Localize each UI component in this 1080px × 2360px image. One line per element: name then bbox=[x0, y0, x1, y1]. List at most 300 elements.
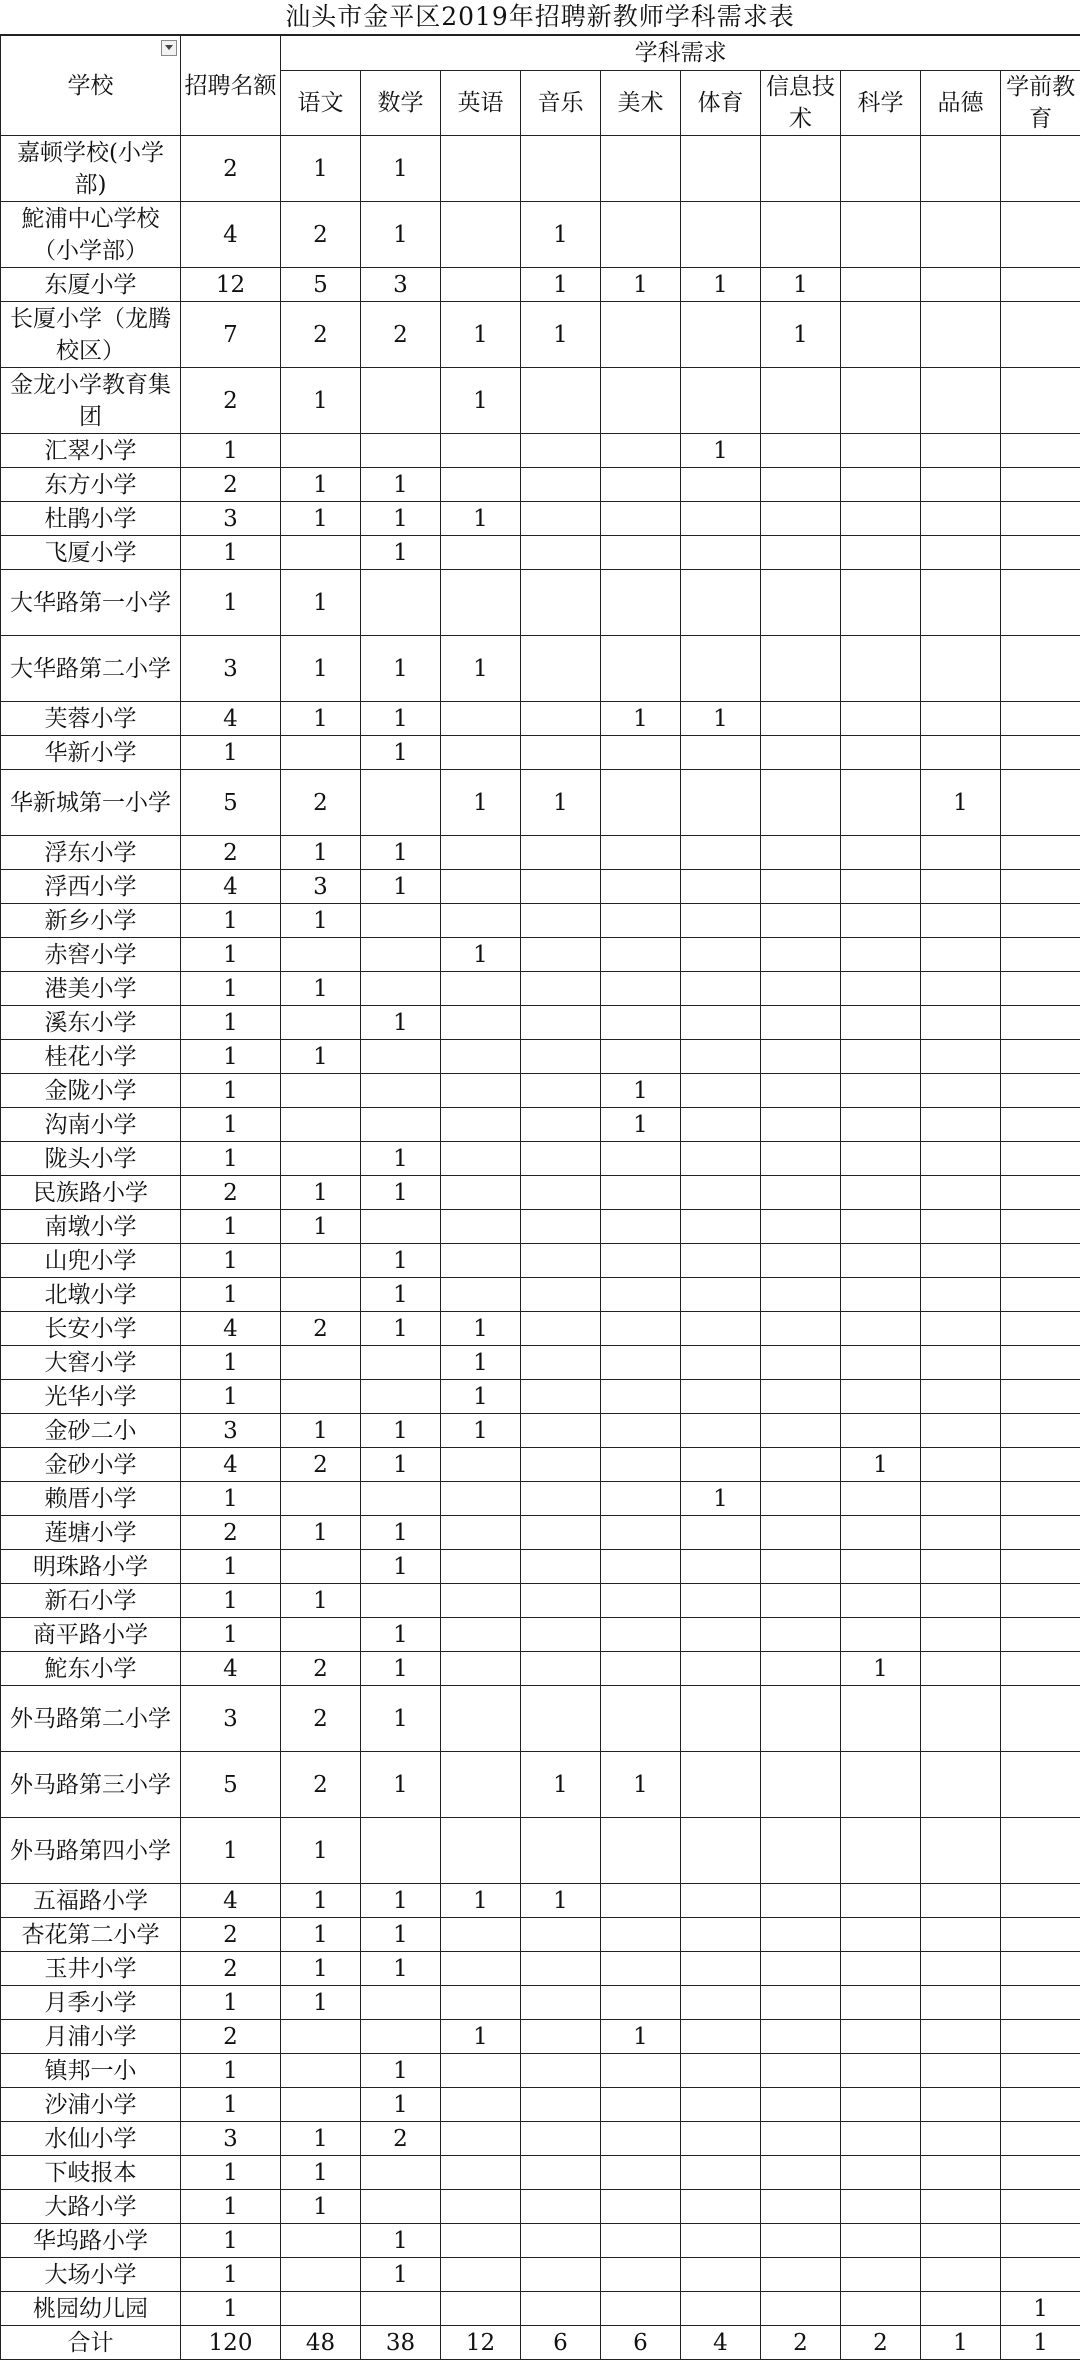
cell-subject-count[interactable] bbox=[521, 2190, 601, 2224]
cell-subject-count[interactable] bbox=[521, 2054, 601, 2088]
cell-subject-count[interactable] bbox=[441, 1918, 521, 1952]
cell-subject-count[interactable] bbox=[921, 1884, 1001, 1918]
cell-school[interactable]: 港美小学 bbox=[1, 972, 181, 1006]
cell-subject-count[interactable] bbox=[521, 2156, 601, 2190]
cell-subject-count[interactable] bbox=[601, 770, 681, 836]
cell-subject-count[interactable] bbox=[681, 1312, 761, 1346]
cell-subject-count[interactable] bbox=[681, 770, 761, 836]
cell-subject-count[interactable] bbox=[521, 1686, 601, 1752]
cell-subject-count[interactable]: 1 bbox=[361, 636, 441, 702]
cell-subject-count[interactable] bbox=[681, 2190, 761, 2224]
cell-subject-count[interactable] bbox=[281, 434, 361, 468]
cell-subject-count[interactable] bbox=[601, 1918, 681, 1952]
cell-subject-count[interactable] bbox=[441, 136, 521, 202]
cell-subject-count[interactable] bbox=[601, 1618, 681, 1652]
cell-quota[interactable]: 1 bbox=[181, 1550, 281, 1584]
cell-subject-count[interactable] bbox=[921, 2088, 1001, 2122]
cell-subject-count[interactable] bbox=[1001, 1346, 1080, 1380]
cell-quota[interactable]: 4 bbox=[181, 702, 281, 736]
cell-school[interactable]: 水仙小学 bbox=[1, 2122, 181, 2156]
cell-subject-count[interactable] bbox=[841, 2190, 921, 2224]
cell-subject-count[interactable] bbox=[601, 870, 681, 904]
cell-school[interactable]: 飞厦小学 bbox=[1, 536, 181, 570]
cell-subject-count[interactable] bbox=[921, 1448, 1001, 1482]
cell-subject-count[interactable] bbox=[761, 836, 841, 870]
cell-subject-count[interactable] bbox=[681, 1210, 761, 1244]
cell-subject-count[interactable] bbox=[761, 1550, 841, 1584]
cell-quota[interactable]: 1 bbox=[181, 1818, 281, 1884]
cell-subject-count[interactable] bbox=[681, 1244, 761, 1278]
cell-subject-count[interactable] bbox=[521, 1952, 601, 1986]
cell-subject-count[interactable] bbox=[361, 1818, 441, 1884]
cell-subject-count[interactable] bbox=[281, 1346, 361, 1380]
cell-subject-count[interactable]: 1 bbox=[441, 636, 521, 702]
total-subject-count[interactable]: 1 bbox=[921, 2326, 1001, 2360]
cell-quota[interactable]: 1 bbox=[181, 536, 281, 570]
cell-subject-count[interactable] bbox=[1001, 1986, 1080, 2020]
cell-quota[interactable]: 12 bbox=[181, 268, 281, 302]
cell-subject-count[interactable] bbox=[681, 972, 761, 1006]
cell-subject-count[interactable]: 1 bbox=[921, 770, 1001, 836]
cell-subject-count[interactable]: 1 bbox=[281, 1040, 361, 1074]
cell-subject-count[interactable] bbox=[361, 972, 441, 1006]
cell-subject-count[interactable] bbox=[761, 770, 841, 836]
cell-subject-count[interactable] bbox=[361, 904, 441, 938]
cell-subject-count[interactable] bbox=[521, 2020, 601, 2054]
cell-subject-count[interactable] bbox=[681, 202, 761, 268]
cell-school[interactable]: 商平路小学 bbox=[1, 1618, 181, 1652]
cell-school[interactable]: 五福路小学 bbox=[1, 1884, 181, 1918]
cell-subject-count[interactable] bbox=[361, 2020, 441, 2054]
cell-subject-count[interactable] bbox=[601, 1380, 681, 1414]
cell-subject-count[interactable]: 1 bbox=[281, 1918, 361, 1952]
cell-subject-count[interactable] bbox=[761, 1918, 841, 1952]
cell-subject-count[interactable] bbox=[441, 2224, 521, 2258]
cell-subject-count[interactable] bbox=[521, 1074, 601, 1108]
cell-subject-count[interactable] bbox=[441, 1516, 521, 1550]
cell-subject-count[interactable]: 1 bbox=[521, 1884, 601, 1918]
cell-subject-count[interactable]: 1 bbox=[441, 770, 521, 836]
cell-subject-count[interactable] bbox=[281, 1074, 361, 1108]
cell-subject-count[interactable] bbox=[921, 202, 1001, 268]
cell-quota[interactable]: 5 bbox=[181, 1752, 281, 1818]
cell-subject-count[interactable] bbox=[841, 2088, 921, 2122]
cell-subject-count[interactable] bbox=[761, 1818, 841, 1884]
cell-subject-count[interactable] bbox=[601, 570, 681, 636]
cell-subject-count[interactable] bbox=[841, 468, 921, 502]
cell-subject-count[interactable] bbox=[601, 636, 681, 702]
total-subject-count[interactable]: 12 bbox=[441, 2326, 521, 2360]
cell-subject-count[interactable] bbox=[521, 468, 601, 502]
cell-subject-count[interactable] bbox=[521, 702, 601, 736]
cell-quota[interactable]: 1 bbox=[181, 2292, 281, 2326]
cell-subject-count[interactable] bbox=[1001, 468, 1080, 502]
total-subject-count[interactable]: 6 bbox=[521, 2326, 601, 2360]
cell-subject-count[interactable] bbox=[681, 1986, 761, 2020]
cell-subject-count[interactable] bbox=[521, 1312, 601, 1346]
cell-subject-count[interactable]: 1 bbox=[521, 770, 601, 836]
cell-subject-count[interactable]: 1 bbox=[441, 302, 521, 368]
cell-school[interactable]: 月季小学 bbox=[1, 1986, 181, 2020]
cell-subject-count[interactable] bbox=[761, 736, 841, 770]
cell-subject-count[interactable] bbox=[601, 1142, 681, 1176]
cell-subject-count[interactable] bbox=[521, 2258, 601, 2292]
cell-subject-count[interactable] bbox=[281, 2224, 361, 2258]
cell-subject-count[interactable]: 1 bbox=[681, 268, 761, 302]
cell-subject-count[interactable]: 1 bbox=[521, 202, 601, 268]
cell-subject-count[interactable] bbox=[521, 2122, 601, 2156]
cell-school[interactable]: 华新小学 bbox=[1, 736, 181, 770]
cell-subject-count[interactable]: 1 bbox=[361, 1006, 441, 1040]
cell-subject-count[interactable] bbox=[841, 972, 921, 1006]
cell-subject-count[interactable] bbox=[921, 434, 1001, 468]
cell-subject-count[interactable] bbox=[761, 2224, 841, 2258]
cell-quota[interactable]: 2 bbox=[181, 136, 281, 202]
cell-subject-count[interactable] bbox=[601, 2292, 681, 2326]
cell-subject-count[interactable] bbox=[681, 1584, 761, 1618]
cell-subject-count[interactable] bbox=[921, 1108, 1001, 1142]
cell-subject-count[interactable]: 1 bbox=[361, 2054, 441, 2088]
cell-subject-count[interactable] bbox=[601, 2224, 681, 2258]
cell-subject-count[interactable] bbox=[921, 870, 1001, 904]
cell-quota[interactable]: 4 bbox=[181, 1448, 281, 1482]
cell-subject-count[interactable] bbox=[681, 736, 761, 770]
cell-subject-count[interactable]: 1 bbox=[441, 368, 521, 434]
cell-subject-count[interactable] bbox=[841, 1380, 921, 1414]
cell-subject-count[interactable] bbox=[681, 368, 761, 434]
cell-subject-count[interactable]: 1 bbox=[521, 268, 601, 302]
cell-school[interactable]: 鮀浦中心学校（小学部） bbox=[1, 202, 181, 268]
cell-subject-count[interactable]: 1 bbox=[441, 502, 521, 536]
cell-subject-count[interactable] bbox=[601, 1952, 681, 1986]
cell-quota[interactable]: 4 bbox=[181, 1652, 281, 1686]
cell-subject-count[interactable]: 1 bbox=[281, 502, 361, 536]
cell-subject-count[interactable] bbox=[1001, 1278, 1080, 1312]
total-subject-count[interactable]: 6 bbox=[601, 2326, 681, 2360]
cell-subject-count[interactable] bbox=[601, 2156, 681, 2190]
cell-subject-count[interactable]: 1 bbox=[841, 1448, 921, 1482]
cell-subject-count[interactable] bbox=[441, 870, 521, 904]
cell-subject-count[interactable] bbox=[841, 1818, 921, 1884]
cell-subject-count[interactable] bbox=[521, 1448, 601, 1482]
cell-school[interactable]: 大窖小学 bbox=[1, 1346, 181, 1380]
cell-subject-count[interactable] bbox=[1001, 1818, 1080, 1884]
cell-subject-count[interactable] bbox=[521, 972, 601, 1006]
cell-subject-count[interactable] bbox=[1001, 1006, 1080, 1040]
cell-subject-count[interactable] bbox=[921, 1952, 1001, 1986]
cell-subject-count[interactable] bbox=[921, 1414, 1001, 1448]
cell-subject-count[interactable] bbox=[1001, 836, 1080, 870]
cell-subject-count[interactable]: 3 bbox=[281, 870, 361, 904]
cell-school[interactable]: 桂花小学 bbox=[1, 1040, 181, 1074]
cell-school[interactable]: 华坞路小学 bbox=[1, 2224, 181, 2258]
cell-subject-count[interactable] bbox=[521, 1516, 601, 1550]
cell-subject-count[interactable] bbox=[681, 904, 761, 938]
cell-school[interactable]: 嘉顿学校(小学部) bbox=[1, 136, 181, 202]
cell-subject-count[interactable] bbox=[441, 1278, 521, 1312]
cell-subject-count[interactable] bbox=[1001, 1210, 1080, 1244]
cell-subject-count[interactable]: 2 bbox=[361, 2122, 441, 2156]
cell-school[interactable]: 山兜小学 bbox=[1, 1244, 181, 1278]
cell-subject-count[interactable]: 1 bbox=[361, 1884, 441, 1918]
cell-subject-count[interactable] bbox=[281, 1482, 361, 1516]
cell-subject-count[interactable] bbox=[921, 972, 1001, 1006]
cell-subject-count[interactable] bbox=[601, 1584, 681, 1618]
cell-subject-count[interactable] bbox=[841, 770, 921, 836]
cell-subject-count[interactable] bbox=[761, 1312, 841, 1346]
cell-subject-count[interactable] bbox=[761, 536, 841, 570]
cell-subject-count[interactable] bbox=[841, 1752, 921, 1818]
cell-quota[interactable]: 1 bbox=[181, 1278, 281, 1312]
cell-subject-count[interactable] bbox=[601, 1884, 681, 1918]
cell-subject-count[interactable]: 1 bbox=[361, 1686, 441, 1752]
cell-subject-count[interactable] bbox=[281, 2020, 361, 2054]
cell-subject-count[interactable] bbox=[601, 1550, 681, 1584]
cell-quota[interactable]: 2 bbox=[181, 1516, 281, 1550]
cell-subject-count[interactable]: 1 bbox=[601, 2020, 681, 2054]
cell-subject-count[interactable] bbox=[761, 1142, 841, 1176]
cell-subject-count[interactable] bbox=[1001, 1952, 1080, 1986]
cell-subject-count[interactable] bbox=[761, 1952, 841, 1986]
cell-quota[interactable]: 1 bbox=[181, 1006, 281, 1040]
cell-subject-count[interactable] bbox=[521, 1986, 601, 2020]
cell-subject-count[interactable] bbox=[841, 1686, 921, 1752]
cell-subject-count[interactable] bbox=[1001, 536, 1080, 570]
cell-subject-count[interactable] bbox=[361, 1986, 441, 2020]
cell-school[interactable]: 下岐报本 bbox=[1, 2156, 181, 2190]
cell-subject-count[interactable] bbox=[521, 536, 601, 570]
cell-subject-count[interactable]: 1 bbox=[361, 1448, 441, 1482]
cell-subject-count[interactable]: 1 bbox=[601, 268, 681, 302]
cell-quota[interactable]: 3 bbox=[181, 1414, 281, 1448]
cell-subject-count[interactable] bbox=[921, 536, 1001, 570]
cell-quota[interactable]: 1 bbox=[181, 1040, 281, 1074]
cell-subject-count[interactable] bbox=[681, 1918, 761, 1952]
cell-school[interactable]: 镇邦一小 bbox=[1, 2054, 181, 2088]
cell-subject-count[interactable] bbox=[521, 2292, 601, 2326]
cell-subject-count[interactable] bbox=[761, 2292, 841, 2326]
cell-subject-count[interactable] bbox=[841, 938, 921, 972]
cell-subject-count[interactable] bbox=[361, 434, 441, 468]
cell-subject-count[interactable] bbox=[1001, 938, 1080, 972]
cell-subject-count[interactable] bbox=[441, 536, 521, 570]
cell-subject-count[interactable] bbox=[601, 1210, 681, 1244]
cell-subject-count[interactable] bbox=[1001, 1918, 1080, 1952]
cell-subject-count[interactable] bbox=[521, 1380, 601, 1414]
cell-subject-count[interactable] bbox=[921, 1986, 1001, 2020]
cell-quota[interactable]: 1 bbox=[181, 1210, 281, 1244]
cell-subject-count[interactable] bbox=[681, 502, 761, 536]
cell-subject-count[interactable] bbox=[761, 1618, 841, 1652]
cell-subject-count[interactable] bbox=[601, 302, 681, 368]
cell-subject-count[interactable]: 1 bbox=[281, 702, 361, 736]
cell-subject-count[interactable] bbox=[441, 2088, 521, 2122]
total-subject-count[interactable]: 48 bbox=[281, 2326, 361, 2360]
cell-subject-count[interactable] bbox=[441, 2122, 521, 2156]
cell-subject-count[interactable] bbox=[1001, 2156, 1080, 2190]
cell-subject-count[interactable] bbox=[921, 702, 1001, 736]
cell-subject-count[interactable] bbox=[281, 2258, 361, 2292]
cell-subject-count[interactable]: 2 bbox=[281, 770, 361, 836]
cell-subject-count[interactable]: 1 bbox=[1001, 2292, 1080, 2326]
cell-subject-count[interactable]: 1 bbox=[841, 1652, 921, 1686]
cell-quota[interactable]: 1 bbox=[181, 1108, 281, 1142]
cell-subject-count[interactable] bbox=[841, 2122, 921, 2156]
cell-subject-count[interactable] bbox=[521, 1414, 601, 1448]
cell-subject-count[interactable] bbox=[441, 1176, 521, 1210]
cell-subject-count[interactable]: 2 bbox=[361, 302, 441, 368]
cell-subject-count[interactable] bbox=[681, 1686, 761, 1752]
cell-subject-count[interactable] bbox=[841, 736, 921, 770]
cell-subject-count[interactable] bbox=[441, 1244, 521, 1278]
cell-subject-count[interactable] bbox=[521, 1278, 601, 1312]
cell-subject-count[interactable] bbox=[841, 1884, 921, 1918]
cell-subject-count[interactable] bbox=[441, 1074, 521, 1108]
cell-school[interactable]: 浮东小学 bbox=[1, 836, 181, 870]
cell-subject-count[interactable] bbox=[441, 1986, 521, 2020]
cell-subject-count[interactable] bbox=[681, 836, 761, 870]
cell-subject-count[interactable]: 1 bbox=[361, 870, 441, 904]
cell-subject-count[interactable] bbox=[761, 1278, 841, 1312]
cell-school[interactable]: 芙蓉小学 bbox=[1, 702, 181, 736]
cell-subject-count[interactable] bbox=[601, 202, 681, 268]
cell-subject-count[interactable] bbox=[1001, 1448, 1080, 1482]
cell-subject-count[interactable]: 2 bbox=[281, 202, 361, 268]
cell-subject-count[interactable] bbox=[761, 1040, 841, 1074]
cell-subject-count[interactable] bbox=[441, 1142, 521, 1176]
cell-subject-count[interactable] bbox=[281, 1550, 361, 1584]
cell-subject-count[interactable] bbox=[681, 938, 761, 972]
cell-subject-count[interactable] bbox=[761, 1584, 841, 1618]
cell-subject-count[interactable]: 1 bbox=[441, 1884, 521, 1918]
cell-subject-count[interactable] bbox=[601, 368, 681, 434]
cell-subject-count[interactable] bbox=[921, 1618, 1001, 1652]
cell-subject-count[interactable]: 1 bbox=[361, 736, 441, 770]
cell-subject-count[interactable] bbox=[1001, 1414, 1080, 1448]
cell-subject-count[interactable] bbox=[761, 2054, 841, 2088]
cell-subject-count[interactable]: 2 bbox=[281, 1752, 361, 1818]
cell-subject-count[interactable] bbox=[601, 2190, 681, 2224]
cell-subject-count[interactable] bbox=[281, 1380, 361, 1414]
cell-subject-count[interactable] bbox=[521, 1550, 601, 1584]
cell-subject-count[interactable] bbox=[841, 1618, 921, 1652]
cell-subject-count[interactable] bbox=[441, 468, 521, 502]
cell-subject-count[interactable] bbox=[921, 268, 1001, 302]
cell-school[interactable]: 金陇小学 bbox=[1, 1074, 181, 1108]
cell-subject-count[interactable] bbox=[921, 1516, 1001, 1550]
cell-subject-count[interactable] bbox=[921, 904, 1001, 938]
cell-subject-count[interactable] bbox=[521, 636, 601, 702]
cell-quota[interactable]: 2 bbox=[181, 1952, 281, 1986]
cell-subject-count[interactable] bbox=[601, 502, 681, 536]
cell-quota[interactable]: 3 bbox=[181, 2122, 281, 2156]
cell-subject-count[interactable]: 1 bbox=[281, 1884, 361, 1918]
cell-school[interactable]: 华新城第一小学 bbox=[1, 770, 181, 836]
cell-subject-count[interactable] bbox=[921, 2224, 1001, 2258]
cell-subject-count[interactable] bbox=[1001, 368, 1080, 434]
cell-subject-count[interactable] bbox=[761, 2190, 841, 2224]
cell-subject-count[interactable] bbox=[1001, 904, 1080, 938]
cell-subject-count[interactable] bbox=[1001, 770, 1080, 836]
cell-subject-count[interactable] bbox=[521, 1918, 601, 1952]
cell-subject-count[interactable] bbox=[841, 1244, 921, 1278]
cell-subject-count[interactable] bbox=[441, 972, 521, 1006]
cell-subject-count[interactable] bbox=[1001, 1550, 1080, 1584]
cell-subject-count[interactable] bbox=[521, 1652, 601, 1686]
cell-subject-count[interactable] bbox=[761, 938, 841, 972]
cell-subject-count[interactable] bbox=[601, 938, 681, 972]
cell-subject-count[interactable] bbox=[841, 1584, 921, 1618]
cell-school[interactable]: 金砂小学 bbox=[1, 1448, 181, 1482]
cell-subject-count[interactable] bbox=[1001, 702, 1080, 736]
cell-subject-count[interactable]: 1 bbox=[281, 1176, 361, 1210]
cell-subject-count[interactable] bbox=[681, 870, 761, 904]
cell-subject-count[interactable] bbox=[761, 870, 841, 904]
cell-quota[interactable]: 2 bbox=[181, 836, 281, 870]
cell-quota[interactable]: 4 bbox=[181, 870, 281, 904]
cell-quota[interactable]: 1 bbox=[181, 2190, 281, 2224]
cell-subject-count[interactable]: 1 bbox=[281, 1952, 361, 1986]
cell-subject-count[interactable] bbox=[601, 1818, 681, 1884]
cell-subject-count[interactable] bbox=[281, 1108, 361, 1142]
cell-subject-count[interactable] bbox=[441, 1006, 521, 1040]
cell-subject-count[interactable] bbox=[601, 1516, 681, 1550]
cell-subject-count[interactable] bbox=[441, 434, 521, 468]
cell-school[interactable]: 北墩小学 bbox=[1, 1278, 181, 1312]
cell-subject-count[interactable] bbox=[921, 1482, 1001, 1516]
cell-quota[interactable]: 3 bbox=[181, 502, 281, 536]
cell-subject-count[interactable] bbox=[681, 1176, 761, 1210]
cell-subject-count[interactable] bbox=[681, 1006, 761, 1040]
cell-subject-count[interactable] bbox=[601, 1312, 681, 1346]
cell-subject-count[interactable] bbox=[441, 702, 521, 736]
cell-subject-count[interactable] bbox=[601, 1414, 681, 1448]
cell-quota[interactable]: 5 bbox=[181, 770, 281, 836]
cell-subject-count[interactable] bbox=[841, 1516, 921, 1550]
cell-subject-count[interactable] bbox=[441, 1652, 521, 1686]
cell-subject-count[interactable] bbox=[601, 2088, 681, 2122]
cell-subject-count[interactable] bbox=[521, 904, 601, 938]
cell-subject-count[interactable] bbox=[1001, 1584, 1080, 1618]
cell-subject-count[interactable]: 1 bbox=[361, 2224, 441, 2258]
cell-quota[interactable]: 1 bbox=[181, 2088, 281, 2122]
cell-subject-count[interactable] bbox=[441, 2292, 521, 2326]
cell-subject-count[interactable] bbox=[521, 1244, 601, 1278]
cell-subject-count[interactable] bbox=[681, 636, 761, 702]
cell-subject-count[interactable] bbox=[921, 1918, 1001, 1952]
cell-subject-count[interactable] bbox=[521, 1210, 601, 1244]
cell-quota[interactable]: 1 bbox=[181, 1380, 281, 1414]
cell-subject-count[interactable] bbox=[441, 2190, 521, 2224]
cell-subject-count[interactable] bbox=[761, 368, 841, 434]
cell-subject-count[interactable]: 1 bbox=[281, 1516, 361, 1550]
cell-subject-count[interactable]: 1 bbox=[361, 1618, 441, 1652]
cell-subject-count[interactable] bbox=[841, 434, 921, 468]
cell-subject-count[interactable] bbox=[761, 1986, 841, 2020]
cell-subject-count[interactable] bbox=[521, 736, 601, 770]
cell-subject-count[interactable] bbox=[921, 1550, 1001, 1584]
total-subject-count[interactable]: 1 bbox=[1001, 2326, 1080, 2360]
cell-subject-count[interactable] bbox=[841, 2292, 921, 2326]
cell-subject-count[interactable]: 1 bbox=[361, 536, 441, 570]
cell-subject-count[interactable]: 1 bbox=[441, 938, 521, 972]
cell-subject-count[interactable]: 2 bbox=[281, 1448, 361, 1482]
cell-subject-count[interactable] bbox=[841, 1918, 921, 1952]
cell-subject-count[interactable] bbox=[681, 570, 761, 636]
cell-subject-count[interactable] bbox=[601, 1176, 681, 1210]
cell-subject-count[interactable] bbox=[601, 136, 681, 202]
cell-subject-count[interactable] bbox=[441, 1584, 521, 1618]
